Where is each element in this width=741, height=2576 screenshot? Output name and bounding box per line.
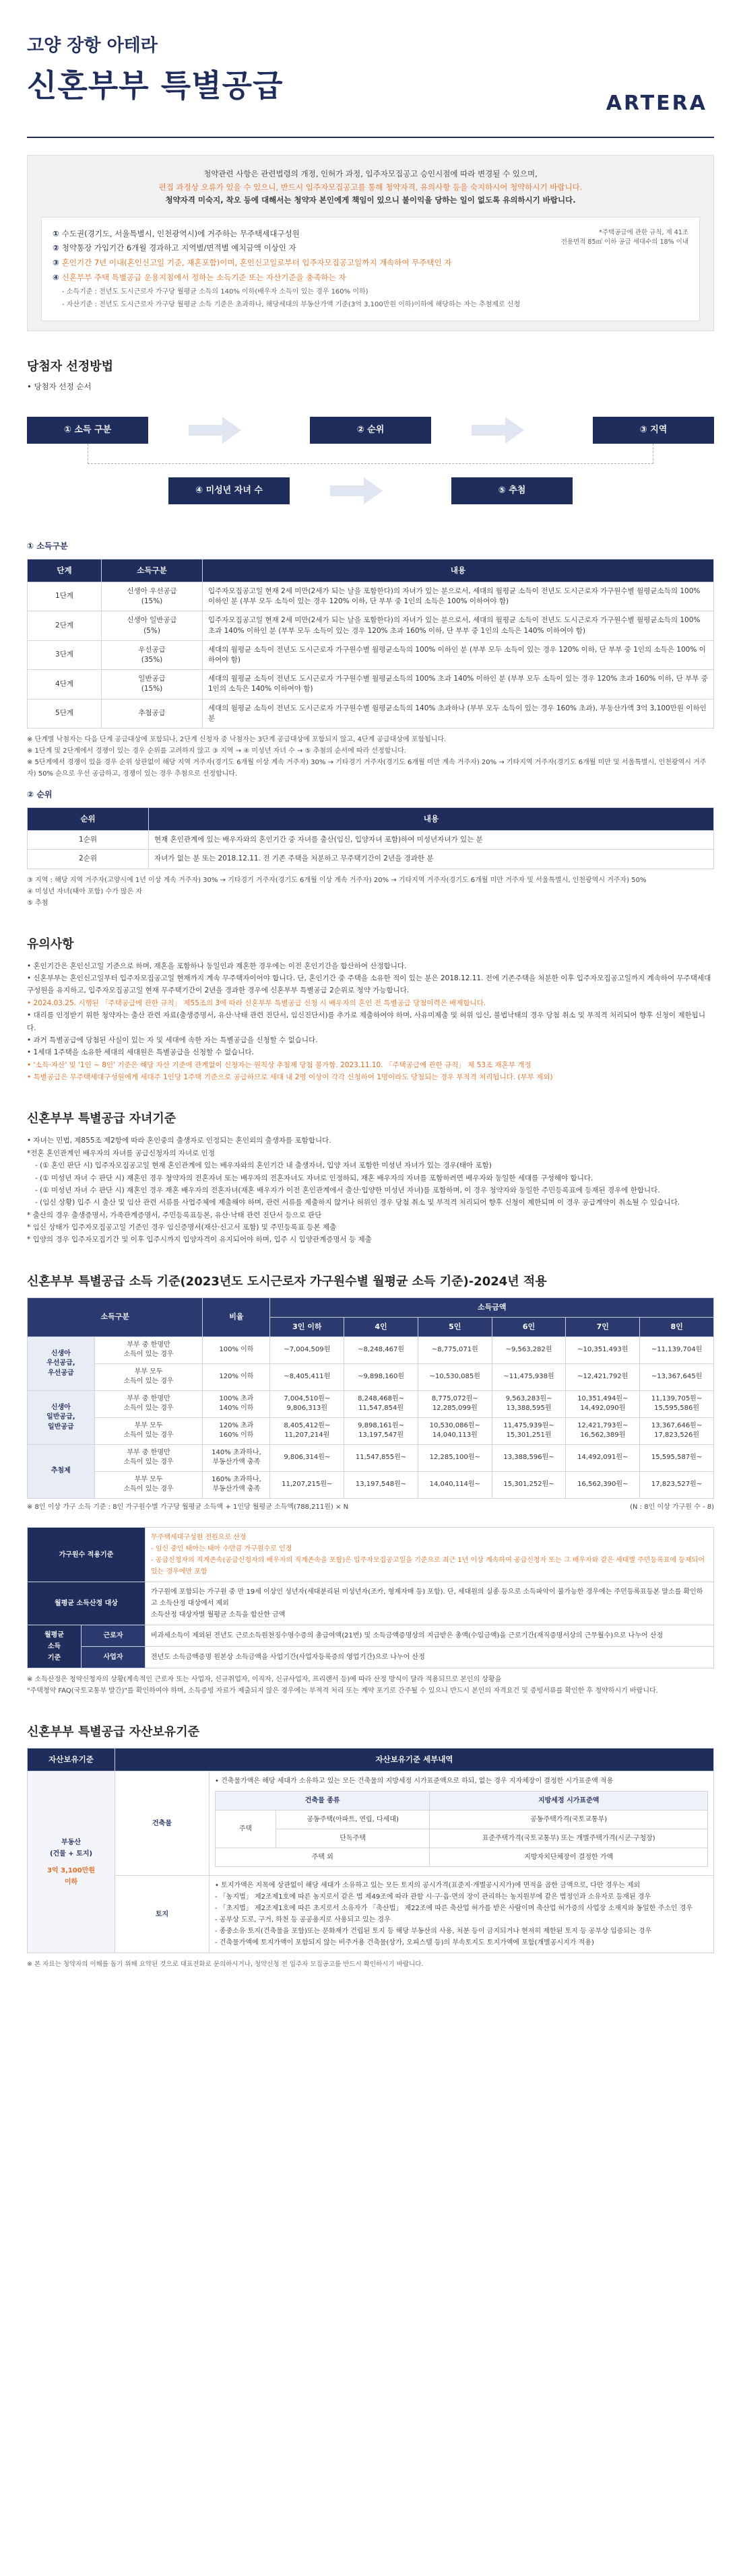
col-ratio: 비율: [203, 1297, 270, 1336]
amount-cell: ~12,421,792원: [566, 1363, 640, 1390]
table-row: [28, 1528, 714, 1582]
amount-cell: 10,530,086원~ 14,040,113원: [418, 1417, 492, 1444]
item-number: ①: [53, 228, 59, 238]
earner-type-cell: 부부 모두 소득이 있는 경우: [94, 1471, 203, 1498]
amount-cell: 12,285,100원~: [418, 1444, 492, 1471]
col-size: 4인: [344, 1317, 418, 1336]
earner-type-cell: 부부 모두 소득이 있는 경우: [94, 1417, 203, 1444]
eligibility-item: [53, 256, 688, 271]
caution-item: • 2024.03.25. 시행된 「주택공급에 관한 규칙」 제55조의 3에 따라 신혼부부 특별공급 신청 시 배우자의 혼인 전 특별공급 당첨이력은 배제합니다.: [27, 998, 486, 1007]
amount-cell: 10,351,494원~ 14,492,090원: [566, 1390, 640, 1417]
table-row: [28, 699, 714, 728]
standard-text: 무주택세대구성원 전원으로 산정 - 임신 중인 태아는 태아 수만큼 가구원수로 인정 - 공급신청자의 직계존속(공급신청자의 배우자의 직계존속을 포함)은 입주자모집공고일을 기준으로 최근 1년 이상 계속하여 공급신청자 또는 그 배우자와 같은 세대별 주민등록표에 등재되어 있는 경우에만 포함: [146, 1528, 714, 1582]
amount-cell: 13,197,548원~: [344, 1471, 418, 1498]
caution-item: • 1세대 1주택을 소유한 세대의 세대원은 특별공급을 신청할 수 없습니다.: [27, 1048, 254, 1057]
rank-content-cell: 현재 혼인관계에 있는 배우자와의 혼인기간 중 자녀를 출산(임신, 입양자녀 포함)하여 미성년자녀가 있는 분: [149, 831, 714, 850]
item-text: 신혼부부 주택 특별공급 운용지침에서 정하는 소득기준 또는 자산기준을 충족하는 자: [61, 273, 346, 283]
arrow-right-icon: [364, 477, 383, 504]
amount-cell: ~8,405,411원: [270, 1363, 344, 1390]
stage-cell: 5단계: [28, 699, 102, 728]
asset-criteria-note: - 자산기준 : 전년도 도시근로자 가구당 월평균 소득 기준은 초과하나, 해당세대의 부동산가액 기준(3억 3,100만원 이하)이하에 해당하는 자는 추첨제로 신청: [62, 301, 521, 309]
amount-cell: ~10,351,493원: [566, 1336, 640, 1363]
child-item: - (① 미성년 자녀 수 판단 시) 재혼인 경우 청약자의 전혼자녀 또는 배우자의 전혼자녀도 자녀로 인정하되, 재혼 배우자의 자녀를 포함하려면 배우자와 동일한 세대를 구성해야 합니다.: [35, 1174, 593, 1182]
col-income-type: 소득구분: [28, 1297, 203, 1336]
amount-cell: 7,004,510원~ 9,806,313원: [270, 1390, 344, 1417]
income-group-label: 신생아 우선공급, 우선공급: [28, 1336, 95, 1390]
income-standard-table: [27, 1297, 714, 1499]
inner-cell: 지방자치단체장이 결정한 가액: [430, 1848, 708, 1867]
table-row: [28, 640, 714, 669]
worker-label: 근로자: [82, 1625, 146, 1647]
notice-line-2: 편집 과정상 오류가 있을 수 있으니, 반드시 입주자모집공고를 통해 청약자격, 유의사항 등을 숙지하시어 청약하시기 바랍니다.: [158, 182, 583, 192]
flow-step-income: ① 소득 구분: [27, 417, 148, 444]
building-detail: [210, 1771, 714, 1876]
item-number: ③: [53, 258, 59, 268]
amount-cell: 9,563,283원~ 13,388,595원: [492, 1390, 566, 1417]
amount-cell: 8,248,468원~ 11,547,854원: [344, 1390, 418, 1417]
standard-text: 가구원에 포함되는 가구원 중 만 19세 이상인 성년자(세대분리된 미성년자(조카, 형제자매 등) 포함). 단, 세대원의 실종 등으로 소득파악이 불가능한 경우에는 주민등록표등본 말소를 확인하고 소득산정 대상에서 제외 소득산정 대상자별 월평균 소득을 합산한 금액: [146, 1582, 714, 1625]
caution-item: • 신혼부부는 혼인신고일부터 입주자모집공고일 현재까지 계속 무주택자이어야 합니다. 단, 혼인기간 중 주택을 소유한 적이 있는 분은 2018.12.11. 전에 기존주택을 처분한 이후 입주자모집공고일까지 계속하여 무주택세대구성원을 유지하고, 입주자모집공고일 현재 무주택기간이 2년을 경과한 경우에 신혼부부 특별공급 2순위로 청약 가능합니다.: [27, 974, 711, 995]
amount-cell: 11,475,939원~ 15,301,251원: [492, 1417, 566, 1444]
caution-item: • 혼인기간은 혼인신고일 기준으로 하며, 재혼을 포함하나 동일인과 재혼한 경우에는 이전 혼인기간을 합산하여 산정합니다.: [27, 961, 407, 970]
table-row: [28, 1647, 714, 1668]
table-row: [28, 611, 714, 640]
notice-line-3: 청약자격 미숙지, 착오 등에 대해서는 청약자 본인에게 책임이 있으니 불이익을 당하는 일이 없도록 유의하시기 바랍니다.: [165, 195, 576, 205]
winner-order-bullet: • 당첨자 선정 순서: [27, 382, 92, 392]
eligibility-item: [53, 271, 688, 285]
amount-cell: 13,367,646원~ 17,823,526원: [640, 1417, 714, 1444]
type-cell: 신생아 우선공급 (15%): [102, 582, 203, 611]
rank-notes: [27, 875, 714, 909]
amount-cell: ~9,563,282원: [492, 1336, 566, 1363]
worker-text: 비과세소득이 제외된 전년도 근로소득원천징수영수증의 총급여액(21번) 및 소득금액증명상의 지급받은 총액(수입금액)을 근로기간(재직증명서상의 근무월수)으로 나누어 산정: [146, 1625, 714, 1647]
earner-type-cell: 부부 중 한명만 소득이 있는 경우: [94, 1336, 203, 1363]
real-estate-label: 부동산 (건물 + 토지): [49, 1838, 93, 1858]
child-item: * 입양의 경우 입주자모집기간 및 이후 입주시까지 입양자격이 유지되어야 하며, 입주 시 입양관계증명서 등 제출: [27, 1235, 372, 1244]
amount-cell: ~11,475,938원: [492, 1363, 566, 1390]
income-criteria-note: - 소득기준 : 전년도 도시근로자 가구당 월평균 소득의 140% 이하(배우자 소득이 있는 경우 160% 이하): [62, 288, 368, 296]
content-cell: 세대의 월평균 소득이 전년도 도시근로자 가구원수별 월평균소득의 100% 초과 140% 이하인 분 (부부 모두 소득이 있는 경우 120% 초과 160% 이하, 단 부부 중 1인의 소득은 140% 이하여야 함): [203, 670, 714, 699]
stage-cell: 3단계: [28, 640, 102, 669]
amount-cell: ~13,367,645원: [640, 1363, 714, 1390]
table-row: [28, 1876, 714, 1953]
income-standards-table: [27, 1527, 714, 1668]
amount-cell: 11,139,705원~ 15,595,586원: [640, 1390, 714, 1417]
stage-cell: 2단계: [28, 611, 102, 640]
caution-item: • 특별공급은 무주택세대구성원에게 세대주 1인당 1주택 기준으로 공급하므로 세대 내 2명 이상이 각각 신청하여 1명이라도 당첨되는 경우 부적격 처리됩니다. (부부 제외): [27, 1073, 553, 1081]
amount-cell: 11,207,215원~: [270, 1471, 344, 1498]
note-line: "주택청약 FAQ(국토교통부 발간)"를 확인하여야 하며, 소득증빙 자료가 제출되지 않은 경우에는 부적격 처리 또는 계약 포기로 간주될 수 있으니 반드시 본인의 자격요건 및 증빙서류를 확인한 후 청약하시기 바랍니다.: [27, 1687, 658, 1695]
col-rank: 순위: [28, 808, 149, 831]
table-row: [28, 1471, 714, 1498]
note-line: ※ 단계별 낙첨자는 다음 단계 공급대상에 포함되나, 2단계 신청자 중 낙첨자는 3단계 공급대상에 포함되지 않고, 4단계 공급대상에 포함됩니다.: [27, 736, 447, 744]
col-rank-content: 내용: [149, 808, 714, 831]
table-row: [28, 1363, 714, 1390]
content-cell: 세대의 월평균 소득이 전년도 도시근로자 가구원수별 월평균소득의 100% 이하인 분 (부부 모두 소득이 있는 경우 120% 이하, 단 부부 중 1인의 소득은 100% 이하여야 함): [203, 640, 714, 669]
table-row: [28, 831, 714, 850]
caution-item: • 과거 특별공급에 당첨된 사실이 있는 자 및 세대에 속한 자는 특별공급을 신청할 수 없습니다.: [27, 1036, 318, 1044]
inner-cell: 주택: [216, 1810, 276, 1848]
type-cell: 일반공급 (15%): [102, 670, 203, 699]
header-divider: [27, 137, 714, 138]
note-line: ※ 5단계에서 경쟁이 있을 경우 순위 상관없이 해당 지역 거주자(경기도 6개월 이상 계속 거주자) 30% → 기타경기 거주자(경기도 6개월 미만 계속 거주자) 20% → 기타지역 거주자(경기도 6개월 미만 및 서울특별시, 인천광역시 거주자) 50% 순으로 우선 공급하고, 경쟁이 있는 경우 추첨으로 선정합니다.: [27, 759, 707, 778]
table-row: [28, 582, 714, 611]
inner-cell: 표준주택가격(국토교통부) 또는 개별주택가격(시군·구청장): [430, 1829, 708, 1848]
business-text: 전년도 소득금액증명 원본상 소득금액을 사업기간(사업자등록증의 영업기간)으로 나누어 산정: [146, 1647, 714, 1668]
flow-step-region: ③ 지역: [593, 417, 714, 444]
amount-cell: ~11,139,704원: [640, 1336, 714, 1363]
income-class-notes: [27, 734, 714, 780]
caution-item: • '소득·자산' 및 '1인 ~ 8인' 기준은 해당 자산 기준에 관계없이 신청자는 원칙상 추첨제 당첨 불가함. 2023.11.10. 「주택공급에 관한 규칙」 제 53조 재혼부 개정: [27, 1060, 531, 1069]
minor-children-note: ④ 미성년 자녀(태아 포함) 수가 많은 자: [27, 887, 143, 895]
child-item: * 출산의 경우 출생증명서, 가족관계증명서, 주민등록표등본, 유산·낙태 관련 진단서 등으로 판단: [27, 1211, 322, 1219]
child-item: - (임신 상황) 입주 시 출산 및 임산 관련 서류를 사업주체에 제출해야 하며, 관련 서류를 제출하지 않거나 허위인 경우 당첨 취소 및 부적격 처리되어 향후 신청이 제한되며 이 경우 공급계약이 취소될 수 있습니다.: [35, 1198, 680, 1207]
selection-flow: [27, 403, 714, 531]
item-text: 수도권(경기도, 서울특별시, 인천광역시)에 거주하는 무주택세대구성원: [61, 228, 300, 238]
amount-cell: 9,898,161원~ 13,197,547원: [344, 1417, 418, 1444]
child-item: *전혼 혼인관계인 배우자의 자녀를 공급신청자의 자녀로 인정: [27, 1149, 215, 1157]
table-row: [216, 1792, 708, 1810]
footnote-right: (N : 8인 이상 가구원 수 - 8): [630, 1503, 714, 1511]
eligibility-list: [41, 217, 700, 321]
ratio-cell: 120% 이하: [203, 1363, 270, 1390]
col-size: 3인 이하: [270, 1317, 344, 1336]
inner-cell: 공동주택(아파트, 연립, 다세대): [276, 1810, 430, 1829]
winner-section-title: 당첨자 선정방법: [27, 360, 113, 374]
amount-cell: 15,301,252원~: [492, 1471, 566, 1498]
col-size: 8인: [640, 1317, 714, 1336]
table-row: [28, 1582, 714, 1625]
note-line: ※ 소득산정은 청약신청자의 상황(계속적인 근로자 또는 사업자, 신규취업자, 이직자, 신규사업자, 프리랜서 등)에 따라 산정 방식이 달라 적용되므로 본인의 상황을: [27, 1676, 502, 1684]
child-item: - (① 미성년 자녀 수 판단 시) 재혼인 경우 재혼 배우자의 전혼자녀(재혼 배우자가 이전 혼인관계에서 출산·입양한 미성년 자녀)를 포함하며, 이 경우 청약자와 동일한 주민등록표에 등재된 경우에 한합니다.: [35, 1186, 660, 1194]
building-label: 건축물: [115, 1771, 210, 1876]
page-header: [27, 0, 714, 138]
amount-cell: 16,562,390원~: [566, 1471, 640, 1498]
income-table-footnote: [27, 1503, 714, 1513]
flow-connector: [88, 444, 653, 464]
amount-cell: 13,388,596원~: [492, 1444, 566, 1471]
amount-cell: 15,595,587원~: [640, 1444, 714, 1471]
standard-label: 월평균 소득산정 대상: [28, 1582, 146, 1625]
side-note-1: *주택공급에 관한 규칙, 제 41조: [599, 228, 688, 236]
ratio-cell: 100% 초과 140% 이하: [203, 1390, 270, 1417]
footnote-left: ※ 8인 이상 가구 소득 기준 : 8인 가구원수별 가구당 월평균 소득액 + 1인당 월평균 소득액(788,211원) × N: [27, 1503, 349, 1511]
amount-cell: ~8,775,071원: [418, 1336, 492, 1363]
amount-cell: 14,492,091원~: [566, 1444, 640, 1471]
col-type: 소득구분: [102, 560, 203, 582]
col-asset-standard: 자산보유기준: [28, 1749, 115, 1771]
item-number: ④: [53, 273, 59, 283]
item-text: 청약통장 가입기간 6개월 경과하고 지역별/면적별 예치금액 이상인 자: [61, 243, 296, 253]
table-row: [28, 1336, 714, 1363]
ratio-cell: 100% 이하: [203, 1336, 270, 1363]
content-cell: 세대의 월평균 소득이 전년도 도시근로자 가구원수별 월평균소득의 140% 초과하나 (부부 모두 소득이 있는 경우 160% 초과), 부동산가액 3억 3,100만원 이하인 분: [203, 699, 714, 728]
table-row: [28, 1771, 714, 1876]
side-note-2: 전용면적 85㎡ 이하 공급 세대수의 18% 이내: [560, 238, 688, 246]
rule-side-note: [561, 228, 688, 248]
page-footnote: ※ 본 자료는 청약자의 이해를 돕기 위해 요약된 것으로 대표전화로 문의하시거나, 청약신청 전 입주자 모집공고를 반드시 확인하시기 바랍니다.: [27, 1961, 424, 1969]
standards-notes: [27, 1674, 714, 1697]
amount-cell: 11,547,855원~: [344, 1444, 418, 1471]
table-row: [216, 1810, 708, 1829]
note-line: ※ 1단계 및 2단계에서 경쟁이 있는 경우 순위를 고려하지 않고 ③ 지역 → ④ 미성년 자녀 수 → ⑤ 추첨의 순서에 따라 선정합니다.: [27, 747, 406, 755]
inner-cell: 주택 외: [216, 1848, 430, 1867]
col-size: 6인: [492, 1317, 566, 1336]
child-item: - (① 혼인 판단 시) 입주자모집공고일 현재 혼인관계에 있는 배우자와의 혼인기간 내 출생자녀, 입양 자녀 포함한 미성년 자녀가 있는 경우(태아 포함): [35, 1161, 492, 1170]
notice-box: [27, 155, 714, 331]
standard-label: 가구원수 적용기준: [28, 1528, 146, 1582]
arrow-right-icon: [505, 417, 524, 444]
page-subtitle: 고양 장항 아테라: [27, 36, 158, 56]
rank-cell: 1순위: [28, 831, 149, 850]
amount-cell: 8,775,072원~ 12,285,099원: [418, 1390, 492, 1417]
land-text: • 토지가액은 지목에 상관없이 해당 세대가 소유하고 있는 모든 토지의 공시가격(표준지·개별공시지가)에 면적을 곱한 금액으로, 다만 경우는 제외 - 「농지법」 제2조제1호에 따른 농지로서 같은 법 제49조에 따라 관할 시·구·읍·면의 장이 관리하는 농지원부에 같은 법정인과 소유자로 등재된 경우 - 「초지법」 제2조제1호에 따른 초지로서 소유자가 「축산법」 제22조에 따른 축산업 허가를 받은 사람이며 축산업 허가증의 사업장 소재지와 동일한 주소인 경우 - 공부상 도로, 구거, 하천 등 공공용지로 사용되고 있는 경우 - 종중소유 토지(건축물을 포함)또는 문화재가 건립된 토지 등 해당 부동산의 사용, 처분 등이 금지되거나 현저히 제한된 토지 등 공부상 입증되는 경우 - 건축물가액에 토지가액이 포함되지 않는 비주거용 건축물(상가, 오피스텔 등)의 부속토지도 토지가액에 포함(개별공시지가 적용): [210, 1876, 714, 1953]
amount-cell: 14,040,114원~: [418, 1471, 492, 1498]
income-class-title: ① 소득구분: [27, 541, 68, 551]
amount-cell: 17,823,527원~: [640, 1471, 714, 1498]
table-row: [28, 670, 714, 699]
col-content: 내용: [203, 560, 714, 582]
table-row: [216, 1829, 708, 1848]
inner-cell: 공동주택가격(국토교통부): [430, 1810, 708, 1829]
inner-header: 지방세정 시가표준액: [430, 1792, 708, 1810]
table-row: [216, 1848, 708, 1867]
item-text: 혼인기간 7년 이내(혼인신고일 기준, 재혼포함)이며, 혼인신고일로부터 입주자모집공고일까지 계속하여 무주택인 자: [61, 258, 452, 268]
stage-cell: 4단계: [28, 670, 102, 699]
land-label: 토지: [115, 1876, 210, 1953]
asset-left-label: [28, 1771, 115, 1953]
asset-table: [27, 1748, 714, 1953]
flow-step-minor-children: ④ 미성년 자녀 수: [168, 477, 290, 504]
ratio-cell: 160% 초과하나, 부동산가액 충족: [203, 1471, 270, 1498]
col-stage: 단계: [28, 560, 102, 582]
caution-list: [27, 960, 714, 1084]
income-table-body: [28, 1336, 714, 1498]
ratio-cell: 120% 초과 160% 이하: [203, 1417, 270, 1444]
item-number: ②: [53, 243, 59, 253]
amount-cell: ~8,248,467원: [344, 1336, 418, 1363]
building-text: • 건축물가액은 해당 세대가 소유하고 있는 모든 건축물의 지방세정 시가표준액으로 하되, 없는 경우 지자체장이 결정한 시가표준액 적용: [215, 1777, 614, 1786]
lottery-note: ⑤ 추첨: [27, 899, 49, 907]
flow-step-rank: ② 순위: [310, 417, 431, 444]
content-cell: 입주자모집공고일 현재 2세 미만(2세가 되는 날을 포함한다)의 자녀가 있는 분으로서, 세대의 월평균 소득이 전년도 도시근로자 가구원수별 월평균소득의 100% 초과 140% 이하인 분 (부부 모두 소득이 있는 경우 120% 초과 160% 이하, 단 부부 중 1인의 소득은 140% 이하여야 함): [203, 611, 714, 640]
type-cell: 우선공급 (35%): [102, 640, 203, 669]
rank-title: ② 순위: [27, 790, 53, 800]
inner-cell: 단독주택: [276, 1829, 430, 1848]
type-cell: 신생아 일반공급 (5%): [102, 611, 203, 640]
table-row: [28, 1417, 714, 1444]
content-cell: 입주자모집공고일 현재 2세 미만(2세가 되는 날을 포함한다)의 자녀가 있는 분으로서, 세대의 월평균 소득이 전년도 도시근로자 가구원수별 월평균소득의 100% 이하인 분 (부부 모두 소득이 있는 경우 120% 이하, 단 부부 중 1인의 소득은 100% 이하여야 함): [203, 582, 714, 611]
asset-title: 신혼부부 특별공급 자산보유기준: [27, 1725, 199, 1740]
amount-cell: 9,806,314원~: [270, 1444, 344, 1471]
region-note: ③ 지역 : 해당 지역 거주자(고양시에 1년 이상 계속 거주자) 30% → 기타경기 거주자(경기도 6개월 이상 계속 거주자) 20% → 기타지역 거주자(경기도 6개월 미만 거주자 및 서울특별시, 인천광역시 거주자) 50%: [27, 876, 647, 884]
rank-table: [27, 807, 714, 869]
earner-type-cell: 부부 중 한명만 소득이 있는 경우: [94, 1444, 203, 1471]
asset-limit: 3억 3,100만원 이하: [46, 1866, 96, 1886]
col-amount: 소득금액: [270, 1297, 714, 1317]
amount-cell: ~7,004,509원: [270, 1336, 344, 1363]
stage-cell: 1단계: [28, 582, 102, 611]
child-criteria-list: [27, 1134, 714, 1246]
building-type-table: [215, 1791, 708, 1867]
amount-cell: ~10,530,085원: [418, 1363, 492, 1390]
amount-cell: 12,421,793원~ 16,562,389원: [566, 1417, 640, 1444]
income-class-table: [27, 559, 714, 728]
caution-title: 유의사항: [27, 937, 74, 951]
business-label: 사업자: [82, 1647, 146, 1668]
table-row: [28, 1625, 714, 1647]
child-item: • 자녀는 민법, 제855조 제2항에 따라 혼인중의 출생자로 인정되는 혼인외의 출생자를 포함합니다.: [27, 1137, 331, 1145]
income-group-label: 신생아 일반공급, 일반공급: [28, 1390, 95, 1444]
table-row: [28, 1444, 714, 1471]
income-table-title: 신혼부부 특별공급 소득 기준(2023년도 도시근로자 가구원수별 월평균 소득 기준)-2024년 적용: [27, 1274, 547, 1289]
child-item: * 임신 상태가 입주자모집공고일 기준인 경우 임신증명서(재산·신고서 포함) 및 주민등록표 등본 제출: [27, 1223, 337, 1232]
page-title: 신혼부부 특별공급: [27, 67, 284, 104]
earner-type-cell: 부부 중 한명만 소득이 있는 경우: [94, 1390, 203, 1417]
rank-content-cell: 자녀가 없는 분 또는 2018.12.11. 전 기존 주택을 처분하고 무주택기간이 2년을 경과한 분: [149, 850, 714, 869]
brand-logo: ARTERA: [606, 92, 707, 115]
col-asset-detail: 자산보유기준 세부내역: [115, 1749, 714, 1771]
amount-cell: 8,405,412원~ 11,207,214원: [270, 1417, 344, 1444]
notice-line-1: 청약관련 사항은 관련법령의 개정, 인허가 과정, 입주자모집공고 승인시점에 따라 변경될 수 있으며,: [203, 169, 538, 178]
type-cell: 추첨공급: [102, 699, 203, 728]
rank-cell: 2순위: [28, 850, 149, 869]
arrow-right-icon: [222, 417, 241, 444]
child-criteria-title: 신혼부부 특별공급 자녀기준: [27, 1112, 176, 1126]
caution-item: • 대리를 인정받기 위한 청약자는 출산 관련 자료(출생증명서, 유산·낙태 관련 진단서, 임신진단서)를 추가로 제출하여야 하며, 사유미제출 및 허위 임신, 불법낙태의 경우 당첨 취소 및 부적격 처리되어 향후 신청이 제한됩니다.: [27, 1011, 705, 1032]
earner-type-cell: 부부 모두 소득이 있는 경우: [94, 1363, 203, 1390]
monthly-income-label: 월평균 소득 기준: [28, 1625, 82, 1668]
table-row: [28, 850, 714, 869]
inner-header: 건축물 종류: [216, 1792, 430, 1810]
flow-step-lottery: ⑤ 추첨: [451, 477, 573, 504]
table-row: [28, 1390, 714, 1417]
col-size: 5인: [418, 1317, 492, 1336]
amount-cell: ~9,898,160원: [344, 1363, 418, 1390]
income-group-label: 추첨제: [28, 1444, 95, 1498]
col-size: 7인: [566, 1317, 640, 1336]
ratio-cell: 140% 초과하나, 부동산가액 충족: [203, 1444, 270, 1471]
